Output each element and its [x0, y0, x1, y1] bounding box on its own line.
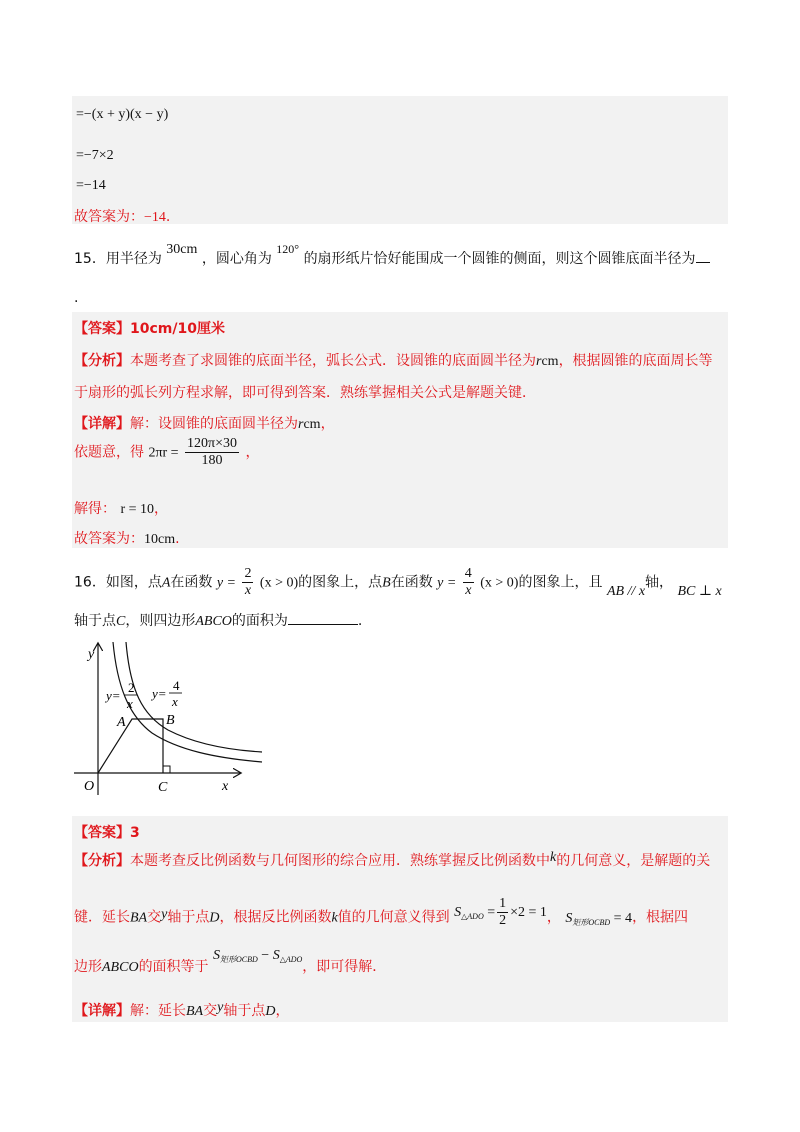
area-symbol: S: [565, 910, 573, 926]
radius-value: 30cm: [166, 242, 198, 257]
fraction-numerator: 1: [499, 896, 507, 911]
fraction-numerator: 4: [464, 566, 472, 581]
analysis-text: ，: [546, 909, 561, 926]
detail-text: ，: [245, 444, 260, 461]
domain-condition: (x > 0): [480, 575, 519, 591]
analysis-text: 交: [147, 909, 162, 926]
math-var-k: k: [331, 910, 338, 926]
right-angle-mark: [163, 766, 170, 773]
solution-block-q15: [72, 312, 728, 548]
perpendicular-condition: BC ⊥ x: [677, 583, 722, 599]
area-difference: [213, 948, 302, 963]
function-fraction: [242, 566, 253, 599]
equation-lhs: 2πr =: [148, 445, 179, 461]
point-label-O: O: [84, 779, 95, 794]
question-number: 15．: [74, 251, 106, 267]
analysis-text: 值的几何意义得到: [337, 909, 450, 926]
answer-tag: 【答案】: [74, 825, 130, 841]
question-text: 轴于点: [74, 613, 116, 629]
question-text: 的面积为: [231, 613, 288, 629]
domain-condition: (x > 0): [259, 575, 299, 591]
question-text: 在函数: [170, 574, 213, 591]
point-label-C: C: [158, 780, 168, 795]
answer-line: [74, 318, 225, 338]
fraction-denominator: x: [244, 583, 252, 598]
figure-inverse-proportion: [70, 640, 270, 800]
point-label-B: B: [166, 713, 175, 728]
answer-prefix: 故答案为：: [74, 209, 144, 225]
answer-blank: [288, 624, 358, 625]
area-symbol: S: [272, 948, 280, 963]
point-label: D: [209, 910, 220, 926]
answer-value: 10cm/10厘米: [130, 321, 225, 337]
analysis-text: 的几何意义，是解题的关: [556, 853, 711, 869]
math-var-y: y: [217, 1000, 224, 1015]
question-text: 轴，: [645, 574, 674, 591]
quad-label: ABCO: [102, 960, 139, 975]
function-label: y =: [216, 575, 237, 591]
quadrilateral-ABCO: [98, 719, 163, 773]
question-end-dot: .: [74, 290, 79, 306]
detail-line: [74, 436, 259, 469]
question-16-text-line2: [74, 610, 362, 630]
math-var-r: r: [536, 354, 542, 369]
math-unit: cm: [303, 417, 321, 432]
function-fraction: [463, 566, 474, 599]
detail-line: [74, 528, 180, 548]
area-subscript: △ADO: [279, 955, 303, 964]
answer-tag: 【答案】: [74, 321, 130, 337]
analysis-text: 的面积等于: [138, 959, 209, 975]
quad-label: ABCO: [195, 614, 232, 629]
equation-fraction: [185, 436, 239, 469]
detail-text: 依题意，得: [74, 444, 144, 461]
area-formula: [454, 896, 547, 928]
detail-text: ，: [154, 501, 169, 517]
point-label: A: [161, 575, 171, 591]
detail-text: 故答案为：: [74, 531, 144, 547]
question-16-text: [74, 566, 722, 599]
area-value: = 4: [613, 910, 633, 926]
detail-text: 解：延长: [130, 1003, 186, 1019]
angle-value: 120°: [276, 242, 300, 256]
question-text: ，则四边形: [125, 613, 196, 629]
area-formula: [565, 911, 632, 926]
solution-step: =−14: [76, 178, 106, 193]
detail-line: [74, 413, 335, 433]
analysis-text: ，根据反比例函数: [219, 909, 332, 926]
analysis-line: 于扇形的弧长列方程求解，即可得到答案．熟练掌握相关公式是解题关键．: [74, 385, 536, 401]
area-subscript: 矩形OCBD: [572, 917, 611, 927]
solution-block-prev: [72, 96, 728, 224]
analysis-tag: 【分析】: [74, 353, 130, 369]
curve-label-num: 4: [173, 678, 180, 693]
question-text: 用半径为: [105, 251, 162, 267]
fraction-denominator: 180: [201, 453, 223, 468]
question-text: ，圆心角为: [201, 251, 272, 267]
analysis-tag: 【分析】: [74, 853, 130, 869]
analysis-text: 本题考查了求圆锥的底面半径，弧长公式．设圆锥的底面圆半径为: [130, 353, 536, 369]
detail-text: ，: [275, 1003, 290, 1019]
fraction-numerator: 2: [244, 566, 252, 581]
area-subscript: △ADO: [461, 911, 484, 921]
math-var-k: k: [550, 850, 557, 865]
analysis-text: 键．延长: [74, 909, 130, 926]
detail-text: .: [175, 531, 180, 547]
question-text: 的图象上，点: [298, 574, 383, 591]
analysis-line: [74, 850, 710, 870]
curve-label-y: y=: [152, 686, 167, 701]
curve-label-num: 2: [128, 680, 135, 695]
answer-blank: [696, 262, 710, 263]
detail-text: 解得：: [74, 501, 116, 517]
curve-label-den: x: [172, 694, 178, 709]
fraction-numerator: 120π×30: [187, 436, 238, 451]
answer-end: .: [165, 209, 171, 225]
analysis-line: [74, 896, 689, 935]
curve-label-y: y=: [106, 688, 121, 703]
analysis-line: [74, 948, 387, 977]
detail-tag: 【详解】: [74, 1003, 130, 1019]
analysis-text: 边形: [74, 959, 102, 975]
detail-tag: 【详解】: [74, 416, 130, 432]
analysis-text: ，根据圆锥的底面周长等: [558, 353, 713, 369]
minus: −: [261, 948, 270, 963]
answer-line: [74, 206, 170, 226]
solution-step: =−(x + y)(x − y): [76, 107, 169, 122]
curve-y-4-over-x: [126, 642, 262, 752]
segment-label: BA: [186, 1004, 204, 1019]
segment-label: BA: [130, 910, 148, 926]
area-symbol: S: [213, 948, 221, 963]
question-15-text: [74, 242, 710, 268]
analysis-text: 轴于点: [167, 909, 210, 926]
detail-text: 解：设圆锥的底面圆半径为: [130, 416, 298, 432]
answer-value: 10cm: [144, 532, 176, 547]
answer-value: 3: [130, 825, 140, 841]
fraction-denominator: 2: [499, 913, 507, 928]
detail-text: ，: [320, 416, 335, 432]
axis-label-x: x: [222, 779, 229, 794]
analysis-line: [74, 350, 713, 370]
question-text: 的扇形纸片恰好能围成一个圆锥的侧面，则这个圆锥底面半径为: [303, 251, 696, 267]
analysis-text: ，即可得解．: [302, 959, 387, 975]
math-unit: cm: [541, 354, 559, 369]
point-label: D: [265, 1004, 276, 1019]
solution-step: =−7×2: [76, 148, 114, 163]
answer-value: −14: [144, 210, 166, 225]
curve-y-2-over-x: [113, 642, 262, 762]
question-end-dot: .: [357, 613, 363, 629]
curve-label-den: x: [127, 696, 133, 711]
answer-line: [74, 822, 140, 842]
half-fraction: [497, 896, 508, 929]
detail-line: [74, 1000, 289, 1020]
solution-block-q16: [72, 816, 728, 1022]
question-text: 如图，点: [105, 574, 162, 591]
question-text: 在函数: [390, 574, 433, 591]
parallel-condition: AB // x: [606, 583, 646, 599]
point-label-A: A: [117, 715, 126, 730]
analysis-text: 本题考查反比例函数与几何图形的综合应用．熟练掌握反比例函数中: [130, 853, 550, 869]
area-value: ×2 = 1: [510, 904, 547, 920]
area-subscript: 矩形OCBD: [220, 955, 258, 964]
detail-text: 交: [203, 1003, 218, 1019]
equals: =: [487, 904, 496, 920]
math-var-r: r: [298, 417, 304, 432]
equation: r = 10: [120, 502, 155, 517]
axis-label-y: y: [88, 647, 95, 662]
point-label: C: [116, 614, 126, 629]
question-number: 16．: [74, 574, 106, 591]
point-label: B: [382, 575, 391, 591]
detail-text: 轴于点: [223, 1003, 266, 1019]
math-var-y: y: [161, 906, 168, 922]
area-symbol: S: [454, 904, 462, 920]
fraction-denominator: x: [465, 583, 472, 598]
function-label: y =: [437, 575, 457, 591]
question-text: 的图象上，且: [518, 574, 603, 591]
analysis-text: ，根据四: [632, 909, 689, 926]
detail-line: [74, 498, 168, 518]
